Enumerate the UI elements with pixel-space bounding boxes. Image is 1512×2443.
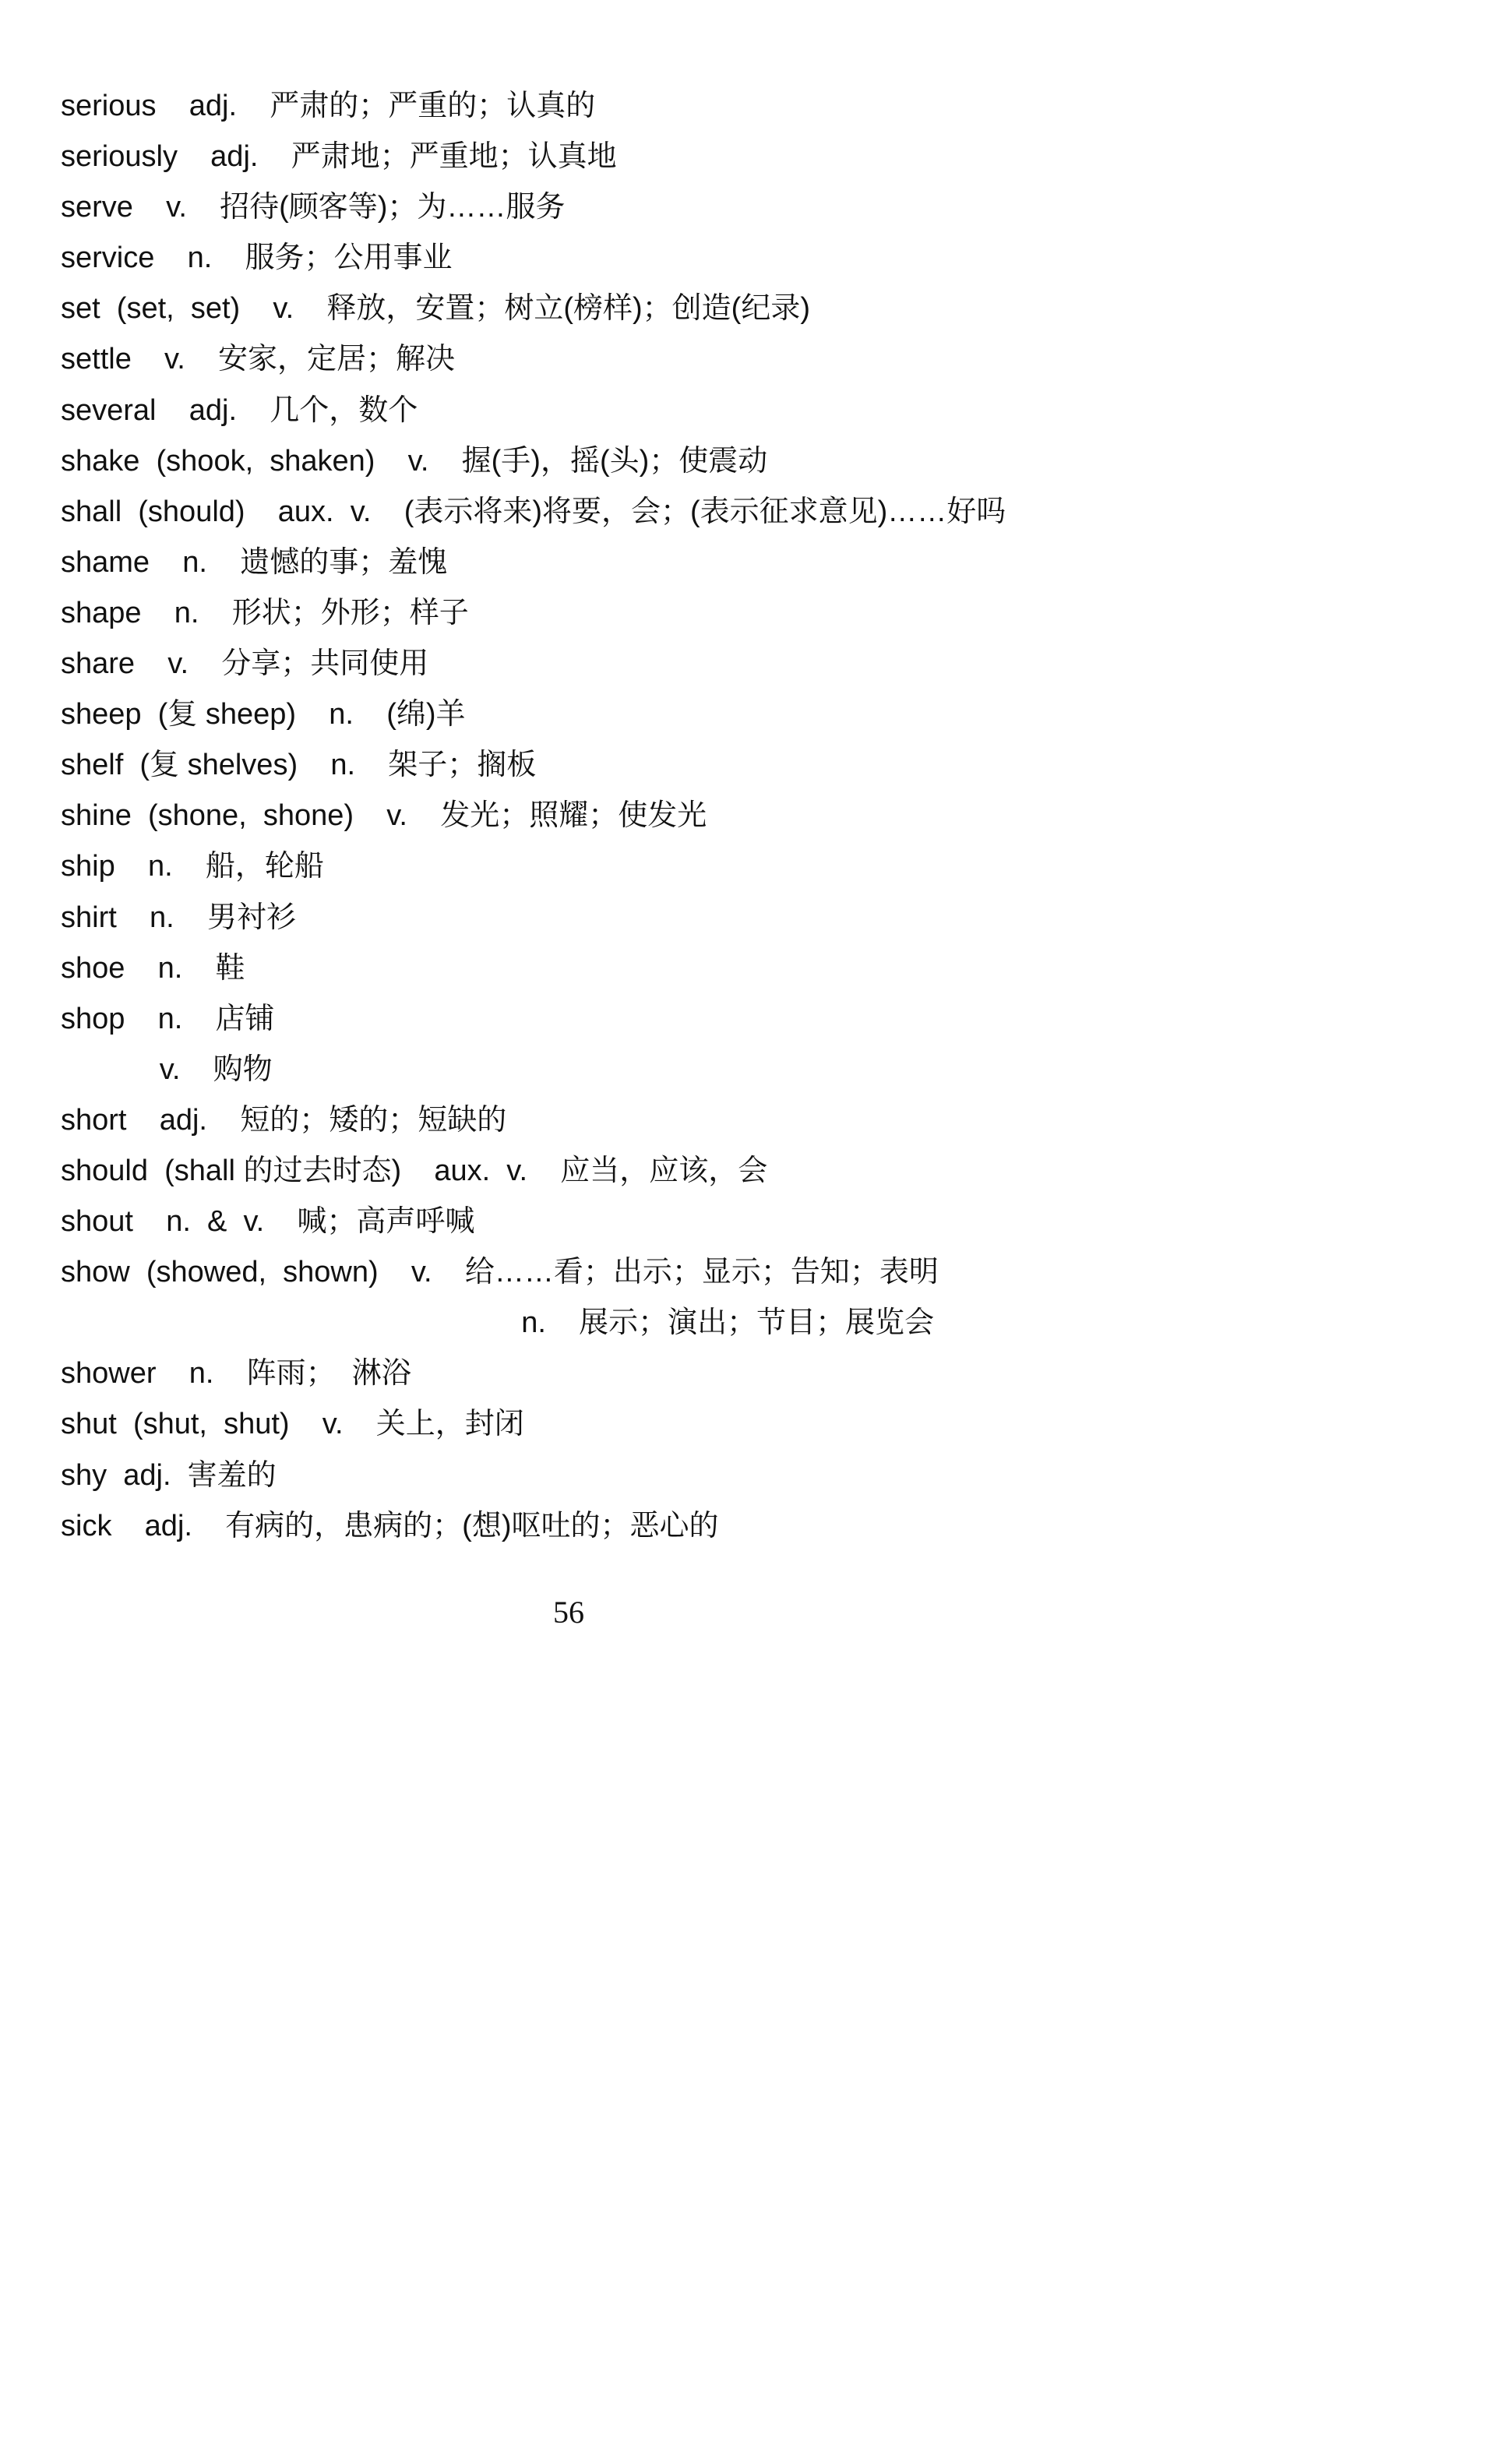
vocabulary-entry: shame n. 遗憾的事；羞愧	[61, 545, 448, 579]
vocabulary-entry: sick adj. 有病的，患病的；(想)呕吐的；恶心的	[61, 1509, 719, 1542]
vocabulary-entry: shall (should) aux. v. (表示将来)将要，会；(表示征求意见)……好吗	[61, 495, 1006, 528]
vocabulary-entry: set (set, set) v. 释放，安置；树立(榜样)；创造(纪录)	[61, 292, 810, 326]
vocabulary-entry: shut (shut, shut) v. 关上，封闭	[61, 1408, 524, 1441]
vocabulary-entry-continuation: v. 购物	[61, 1052, 273, 1086]
vocabulary-entry: shine (shone, shone) v. 发光；照耀；使发光	[61, 799, 707, 833]
vocabulary-entry: several adj. 几个，数个	[61, 393, 418, 427]
vocabulary-entry: shelf (复 shelves) n. 架子；搁板	[61, 749, 537, 782]
vocabulary-entry: serious adj. 严肃的；严重的；认真的	[61, 90, 596, 122]
vocabulary-entry: shy adj. 害羞的	[61, 1458, 277, 1492]
vocabulary-list	[61, 81, 1229, 1552]
vocabulary-entry: shower n. 阵雨； 淋浴	[61, 1357, 411, 1391]
vocabulary-entry: share v. 分享；共同使用	[61, 647, 429, 681]
vocabulary-entry: shape n. 形状；外形；样子	[61, 596, 469, 629]
vocabulary-entry: seriously adj. 严肃地；严重地；认真地	[61, 140, 617, 174]
vocabulary-entry: should (shall 的过去时态) aux. v. 应当，应该，会	[61, 1154, 768, 1187]
vocabulary-entry: sheep (复 sheep) n. (绵)羊	[61, 698, 466, 731]
vocabulary-entry: shop n. 店铺	[61, 1002, 275, 1035]
vocabulary-entry: ship n. 船，轮船	[61, 850, 324, 883]
vocabulary-entry: shirt n. 男衬衫	[61, 901, 296, 934]
vocabulary-entry: short adj. 短的；矮的；短缺的	[61, 1103, 507, 1137]
vocabulary-entry: shake (shook, shaken) v. 握(手)，摇(头)；使震动	[61, 444, 768, 478]
vocabulary-entry-continuation: n. 展示；演出；节目；展览会	[61, 1306, 935, 1340]
page-number: 56	[553, 1595, 584, 1630]
vocabulary-entry: shoe n. 鞋	[61, 951, 245, 985]
vocabulary-entry: settle v. 安家，定居；解决	[61, 343, 456, 376]
vocabulary-entry: show (showed, shown) v. 给……看；出示；显示；告知；表明	[61, 1256, 939, 1289]
vocabulary-entry: serve v. 招待(顾客等)；为……服务	[61, 191, 566, 224]
vocabulary-entry: shout n. & v. 喊；高声呼喊	[61, 1205, 475, 1239]
vocabulary-entry: service n. 服务；公用事业	[61, 241, 453, 275]
